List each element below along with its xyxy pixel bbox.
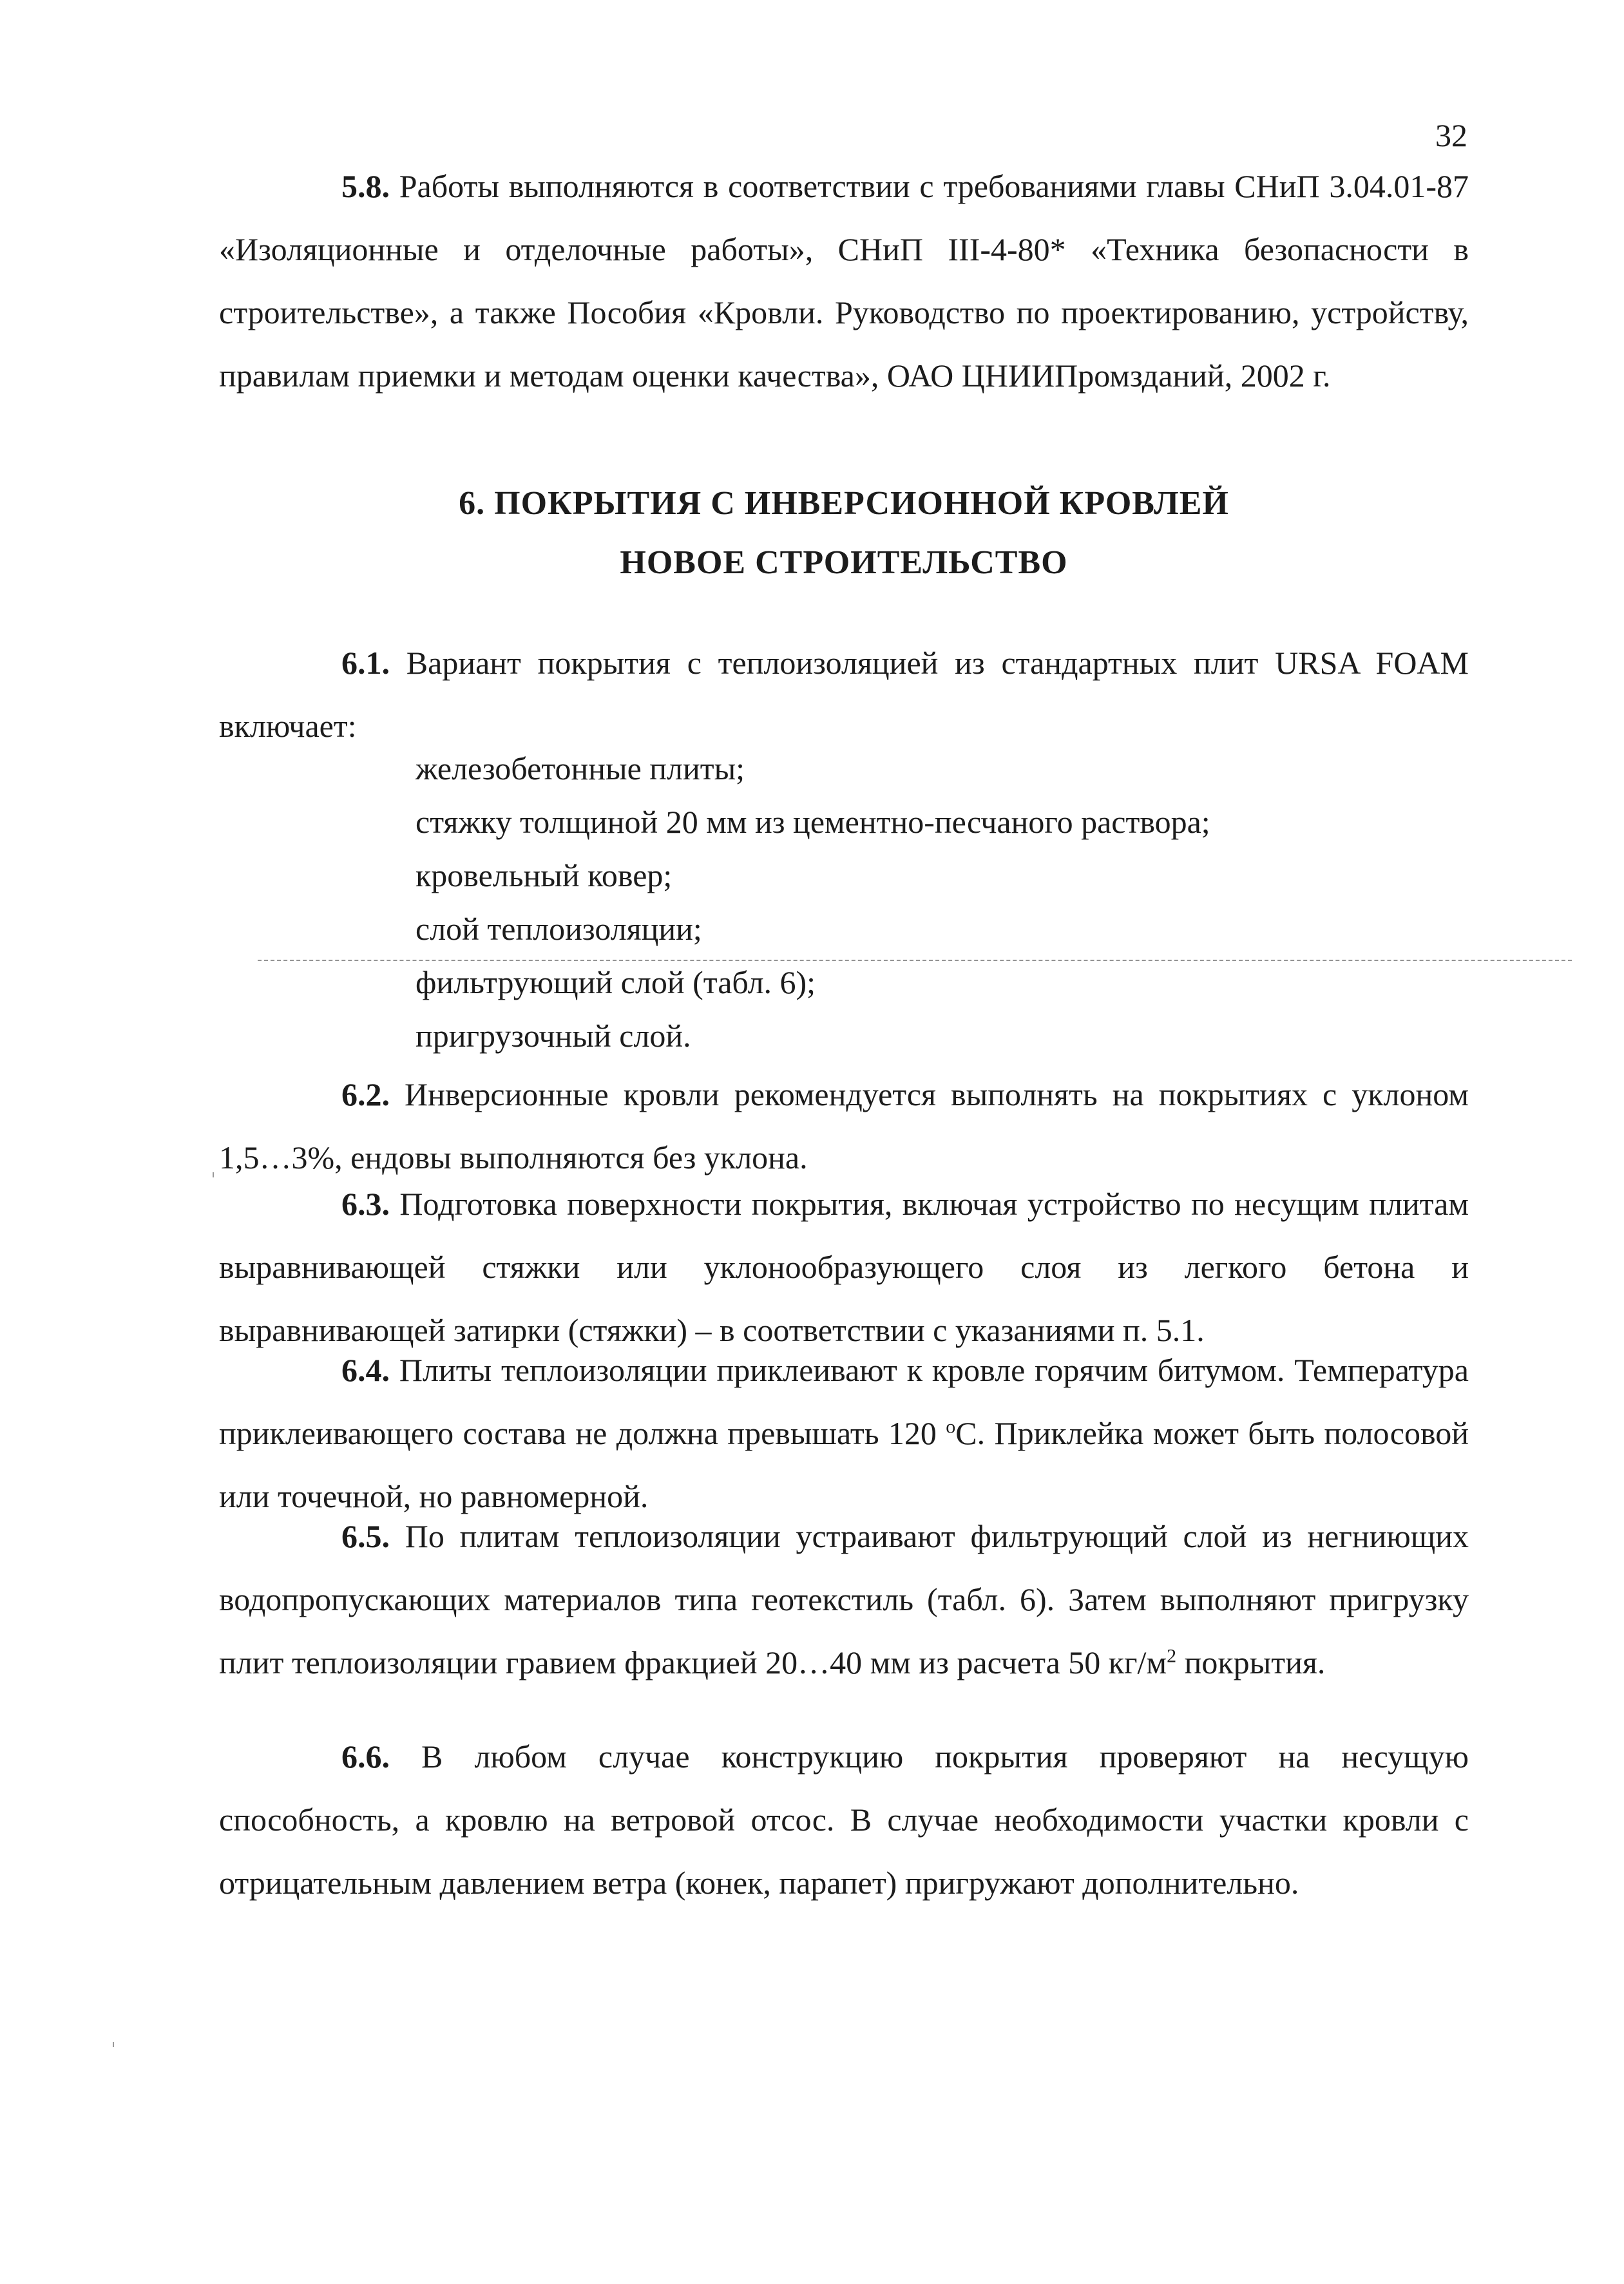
paragraph-number: 6.1. <box>341 645 390 681</box>
paragraph-6-3 <box>219 1172 1469 1362</box>
list-item: железобетонные плиты; <box>416 750 745 786</box>
paragraph-text: По плитам теплоизоляции устраивают фильтрующий слой из негниющих водопропускающих материалов типа геотекстиль (табл. 6). Затем выполняют пригрузку плит теплоизоляции гравием фракцией 20…40 мм из расчета 50 кг/м <box>219 1518 1469 1680</box>
section-heading-line-1: 6. ПОКРЫТИЯ С ИНВЕРСИОННОЙ КРОВЛЕЙ <box>459 485 1229 522</box>
paragraph-text: Инверсионные кровли рекомендуется выполнять на покрытиях с уклоном 1,5…3%, ендовы выполняются без уклона. <box>219 1076 1469 1175</box>
page-number: 32 <box>1435 117 1467 153</box>
list-item: пригрузочный слой. <box>416 1018 691 1054</box>
paragraph-number: 6.5. <box>341 1518 390 1554</box>
paragraph-text: Плиты теплоизоляции приклеивают к кровле горячим битумом. Температура приклеивающего состава не должна превышать 120 <box>219 1352 1469 1451</box>
paragraph-number: 6.6. <box>341 1738 390 1775</box>
paragraph-6-1 <box>219 631 1469 757</box>
paragraph-6-4 <box>219 1338 1469 1528</box>
section-heading-line-2: НОВОЕ СТРОИТЕЛЬСТВО <box>620 544 1068 581</box>
paragraph-text: Подготовка поверхности покрытия, включая устройство по несущим плитам выравнивающей стяжки или уклонообразующего слоя из легкого бетона и выравнивающей затирки (стяжки) – в соответствии с указаниями п. 5.1. <box>219 1186 1469 1348</box>
layer-list <box>416 742 1210 1063</box>
paragraph-6-5 <box>219 1505 1469 1694</box>
section-heading <box>219 474 1469 593</box>
paragraph-text: Работы выполняются в соответствии с требованиями главы СНиП 3.04.01-87 «Изоляционные и отделочные работы», СНиП III-4-80* «Техника безопасности в строительстве», а также Пособия «Кровли. Руководство по проектированию, устройству, правилам приемки и методам оценки качества», ОАО ЦНИИПромзданий, 2002 г. <box>219 168 1469 394</box>
scan-artifact-line <box>258 960 1572 961</box>
scan-speck <box>113 2042 114 2047</box>
list-item: стяжку толщиной 20 мм из цементно-песчаного раствора; <box>416 804 1210 840</box>
paragraph-number: 5.8. <box>341 168 390 204</box>
list-item: слой теплоизоляции; <box>416 911 702 947</box>
paragraph-text: В любом случае конструкцию покрытия проверяют на несущую способность, а кровлю на ветровой отсос. В случае необходимости участки кровли с отрицательным давлением ветра (конек, парапет) пригружают дополнительно. <box>219 1738 1469 1901</box>
paragraph-number: 6.4. <box>341 1352 390 1388</box>
paragraph-number: 6.3. <box>341 1186 390 1222</box>
paragraph-5-8 <box>219 155 1469 407</box>
list-item: фильтрующий слой (табл. 6); <box>416 964 816 1000</box>
paragraph-text: С. Приклейка может быть полосовой или точечной, но равномерной. <box>219 1415 1469 1514</box>
list-item: кровельный ковер; <box>416 857 673 893</box>
paragraph-6-6 <box>219 1725 1469 1914</box>
degree-superscript: о <box>946 1416 956 1438</box>
paragraph-number: 6.2. <box>341 1076 390 1112</box>
paragraph-text: покрытия. <box>1176 1644 1326 1680</box>
scan-speck <box>213 1172 214 1177</box>
square-superscript: 2 <box>1167 1645 1177 1667</box>
paragraph-text: Вариант покрытия с теплоизоляцией из стандартных плит URSA FOAM включает: <box>219 645 1469 744</box>
paragraph-6-2 <box>219 1063 1469 1189</box>
